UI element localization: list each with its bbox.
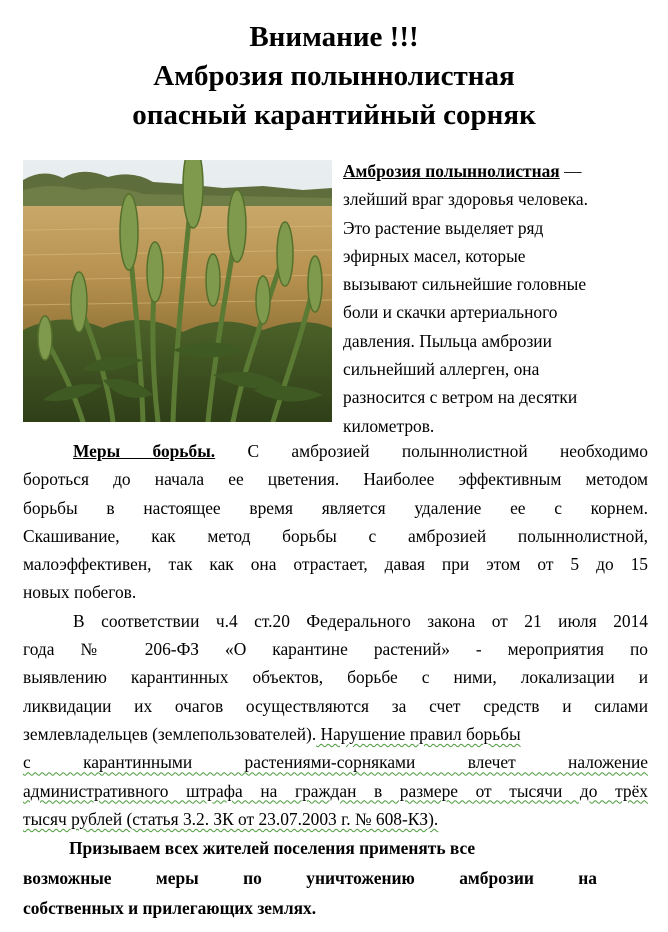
call-line: Призываем всех жителей поселения применять все — [69, 838, 476, 858]
intro-line: эфирных масел, которые — [343, 245, 526, 266]
intro-line: сильнейший аллерген, она — [343, 359, 540, 380]
measures-line: Меры борьбы. С амброзией полыннолистной необходимо — [73, 441, 648, 461]
law-line: землевладельцев (землепользователей). Нарушение правил борьбы — [23, 723, 521, 744]
measures-line: Скашивание, как метод борьбы с амброзией полыннолистной, — [23, 525, 648, 546]
call-line: собственных и прилегающих землях. — [23, 898, 317, 918]
measures-line: бороться до начала ее цветения. Наиболее эффективным методом — [23, 469, 648, 490]
title-line-2: Амброзия полыннолистная — [153, 60, 515, 92]
call-line: возможные меры по уничтожению амброзии на — [23, 868, 597, 888]
intro-line: Это растение выделяет ряд — [343, 217, 544, 238]
measures-line: малоэффективен, так как она отрастает, давая при этом от 5 до 15 — [23, 554, 648, 575]
intro-line: вызывают сильнейшие головные — [343, 274, 587, 295]
intro-line: злейший враг здоровья человека. — [343, 189, 588, 210]
measures-line: новых побегов. — [23, 582, 137, 603]
measures-heading: Меры борьбы. — [73, 441, 216, 461]
law-line: В соответствии ч.4 ст.20 Федерального закона от 21 июля 2014 — [73, 610, 648, 631]
intro-line: километров. — [343, 415, 435, 436]
intro-paragraph — [343, 157, 648, 440]
intro-heading: Амброзия полыннолистная — [343, 161, 560, 181]
law-line: года № 206-ФЗ «О карантине растений» - мероприятия по — [23, 639, 648, 660]
law-line: выявлению карантинных объектов, борьбе с ними, локализации и — [23, 667, 648, 688]
intro-line: боли и скачки артериального — [343, 302, 558, 323]
intro-line: давления. Пыльца амброзии — [343, 330, 552, 351]
measures-line: борьбы в настоящее время является удаление ее с корнем. — [23, 497, 648, 518]
violation-text: Нарушение правил борьбы — [316, 723, 521, 744]
ragweed-field-photo — [23, 160, 332, 422]
page-title — [0, 18, 668, 135]
law-line: административного штрафа на граждан в размере от тысячи до трёх — [23, 780, 648, 801]
law-line: с карантинными растениями-сорняками влечет наложение — [23, 752, 648, 773]
call-to-action — [23, 833, 597, 923]
main-body — [23, 437, 648, 833]
title-line-1: Внимание !!! — [249, 21, 419, 53]
title-line-3: опасный карантийный сорняк — [132, 99, 536, 131]
law-line: ликвидации их очагов осуществляются за счет средств и силами — [23, 695, 648, 716]
law-line: тысяч рублей (статья 3.2. ЗК от 23.07.2003 г. № 608-КЗ). — [23, 808, 439, 829]
intro-line: разносится с ветром на десятки — [343, 387, 578, 408]
intro-line: — — [559, 161, 582, 181]
